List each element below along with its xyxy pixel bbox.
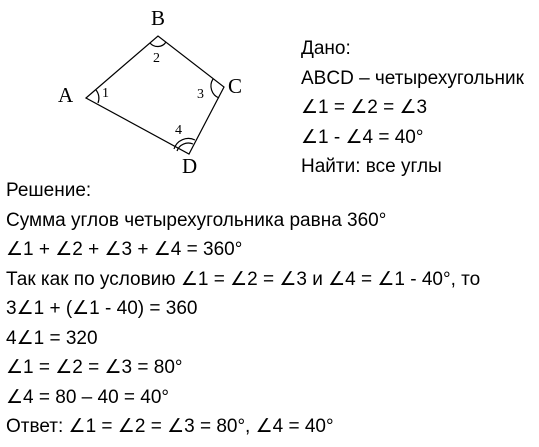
solution-line: ∠1 + ∠2 + ∠3 + ∠4 = 360° xyxy=(6,239,243,260)
given-line-1: ABCD – четырехугольник xyxy=(301,67,524,89)
solution-line: ∠1 = ∠2 = ∠3 = 80° xyxy=(6,357,183,378)
given-line-3: ∠1 - ∠4 = 40° xyxy=(301,126,424,148)
solution-block xyxy=(6,176,480,442)
vertex-label-c: C xyxy=(228,74,243,98)
angle-label-4: 4 xyxy=(175,123,182,138)
quadrilateral-figure xyxy=(0,0,300,180)
solution-heading: Решение: xyxy=(6,180,92,201)
find-line: Найти: все углы xyxy=(301,156,442,177)
given-block xyxy=(301,34,524,182)
solution-line: Так как по условию ∠1 = ∠2 = ∠3 и ∠4 = ∠1 - 40°, то xyxy=(6,268,481,290)
solution-line: 4∠1 = 320 xyxy=(6,327,98,349)
vertex-label-a: A xyxy=(58,83,74,107)
vertex-label-d: D xyxy=(182,154,198,178)
solution-line: Сумма углов четырехугольника равна 360° xyxy=(6,209,387,231)
vertex-label-b: B xyxy=(151,6,166,30)
solution-line: 3∠1 + (∠1 - 40) = 360 xyxy=(6,298,198,319)
angle-arc-2 xyxy=(150,42,166,47)
angle-label-3: 3 xyxy=(197,87,204,102)
angle-label-2: 2 xyxy=(153,51,160,66)
solution-line: ∠4 = 80 – 40 = 40° xyxy=(6,386,170,408)
angle-label-1: 1 xyxy=(102,86,109,101)
angle-arc-1 xyxy=(96,90,99,103)
answer-line: Ответ: ∠1 = ∠2 = ∠3 = 80°, ∠4 = 40° xyxy=(6,416,334,437)
given-heading: Дано: xyxy=(301,38,351,59)
given-line-2: ∠1 = ∠2 = ∠3 xyxy=(301,97,428,118)
